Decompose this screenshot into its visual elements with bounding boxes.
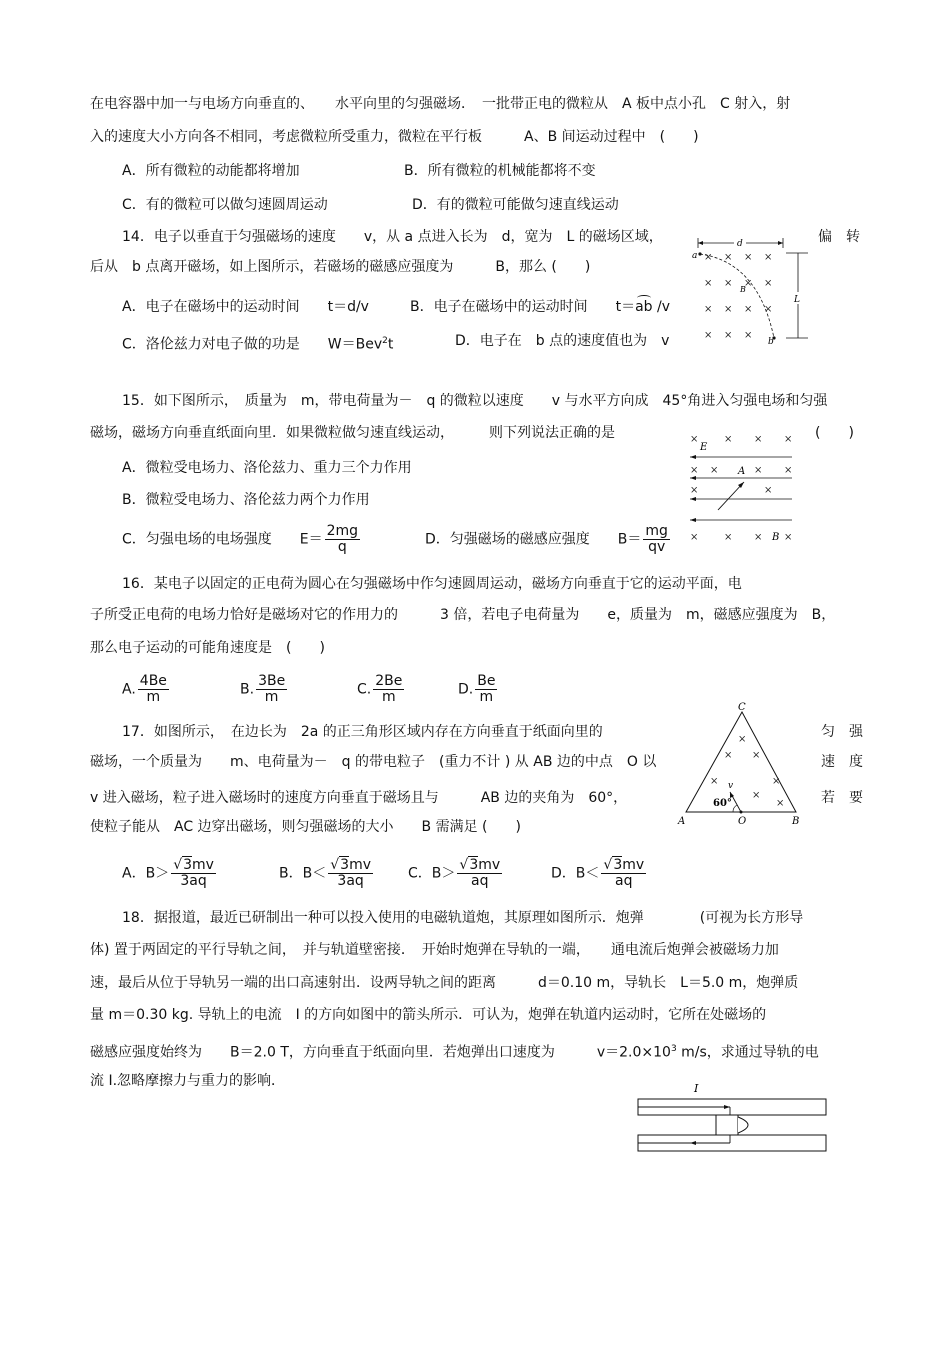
svg-text:×: × — [752, 750, 761, 761]
q15-field-figure — [686, 430, 798, 544]
svg-text:×: × — [784, 465, 793, 476]
q17-fig-label-a: A — [678, 816, 686, 827]
svg-text:×: × — [754, 532, 763, 543]
svg-text:×: × — [690, 485, 699, 496]
svg-text:×: × — [710, 776, 719, 787]
q16-option-a: A. $\frac{4Be}{m}$ — [122, 673, 167, 705]
q14-fig-label-field: B — [740, 285, 746, 294]
q14-option-d: D．电子在 b 点的速度值也为 v — [455, 333, 670, 349]
q14-magnetic-field-figure — [688, 234, 808, 346]
q18-line-4: 量 m＝0.30 kg. 导轨上的电流 I 的方向如图中的箭头所示．可认为，炮弹在轨道内运动时，它所在处磁场的 — [90, 1007, 767, 1023]
q14-option-a: A．电子在磁场中的运动时间 t＝d/v — [122, 299, 369, 315]
svg-text:×: × — [764, 304, 773, 315]
q14-fig-label-d: d — [737, 239, 743, 249]
q15-line-2: 磁场，磁场方向垂直纸面向里．如果微粒做匀速直线运动， 则下列说法正确的是 — [90, 425, 615, 441]
q17-fig-label-c: C — [738, 702, 746, 713]
svg-text:×: × — [724, 252, 733, 263]
q17-line-1-tail: 匀 强 — [821, 724, 863, 740]
intro-option-d: D．有的微粒可能做匀速直线运动 — [412, 197, 619, 213]
q15-fig-label-b: B — [772, 532, 780, 543]
q17-fig-label-b: B — [792, 816, 800, 827]
q17-option-d: D．B＜ $\frac{√3mv}{aq}$ — [551, 857, 645, 889]
q17-fig-label-angle: 60° — [713, 798, 732, 809]
q18-fig-label-i: I — [694, 1082, 699, 1095]
q18-line-2: 体) 置于两固定的平行导轨之间， 并与轨道壁密接． 开始时炮弹在导轨的一端， 通电流后炮弹会被磁场力加 — [90, 942, 779, 958]
q14-arc-mark — [637, 295, 650, 301]
q18-line-5: 磁感应强度始终为 B＝2.0 T，方向垂直于纸面向里．若炮弹出口速度为 $v=2.0\times 10^3$ m/s，求通过导轨的电 — [90, 1044, 819, 1061]
intro-line-2: 入的速度大小方向各不相同，考虑微粒所受重力，微粒在平行板 A、B 间运动过程中 ( ) — [90, 129, 699, 145]
q17-line-2: 磁场，一个质量为 m、电荷量为－ q 的带电粒子 (重力不计 ) 从 AB 边的中点 O 以 — [90, 754, 657, 770]
svg-text:×: × — [772, 776, 781, 787]
q17-line-4: 使粒子能从 AC 边穿出磁场，则匀强磁场的大小 B 需满足 ( ) — [90, 819, 521, 835]
svg-text:×: × — [752, 790, 761, 801]
q17-option-b: B．B＜ $\frac{√3mv}{3aq}$ — [279, 857, 371, 889]
svg-text:×: × — [744, 330, 753, 341]
q17-line-1: 17．如图所示， 在边长为 2a 的正三角形区域内存在方向垂直于纸面向里的 — [122, 724, 603, 740]
q17-option-a: A．B＞ $\frac{√3mv}{3aq}$ — [122, 857, 214, 889]
q16-line-2: 子所受正电荷的电场力恰好是磁场对它的作用力的 3 倍，若电子电荷量为 e，质量为 m，磁感应强度为 B， — [90, 607, 836, 623]
q14-option-c: C．洛伦兹力对电子做的功是 W＝Bev$^2$t — [122, 336, 394, 353]
q14-fig-label-a: a — [692, 251, 698, 261]
svg-text:×: × — [724, 532, 733, 543]
svg-text:×: × — [704, 304, 713, 315]
q14-option-b: B．电子在磁场中的运动时间 t＝ ab /v — [410, 298, 670, 316]
svg-text:×: × — [754, 434, 763, 445]
q15-option-d: D．匀强磁场的磁感应强度 B＝ $\frac{mg}{qv}$ — [425, 523, 668, 555]
svg-text:×: × — [704, 330, 713, 341]
q14-line-1: 14．电子以垂直于匀强磁场的速度 v，从 a 点进入长为 d，宽为 L 的磁场区域， — [122, 229, 663, 245]
svg-text:×: × — [724, 750, 733, 761]
svg-text:×: × — [776, 798, 785, 809]
q16-option-c: C. $\frac{2Be}{m}$ — [357, 673, 403, 705]
svg-text:×: × — [744, 278, 753, 289]
q17-line-2-tail: 速 度 — [821, 754, 863, 770]
svg-text:×: × — [764, 485, 773, 496]
svg-text:×: × — [784, 434, 793, 445]
q18-line-3: 速，最后从位于导轨另一端的出口高速射出．设两导轨之间的距离 d＝0.10 m，导轨长 L＝5.0 m，炮弹质 — [90, 975, 799, 991]
svg-text:×: × — [744, 304, 753, 315]
q17-option-c: C．B＞ $\frac{√3mv}{aq}$ — [408, 857, 501, 889]
q15-option-b: B．微粒受电场力、洛伦兹力两个力作用 — [122, 492, 370, 508]
svg-text:×: × — [724, 304, 733, 315]
svg-text:×: × — [724, 330, 733, 341]
q15-line-2-tail: ( ) — [815, 425, 854, 441]
q16-option-b: B. $\frac{3Be}{m}$ — [240, 673, 286, 705]
intro-option-c: C．有的微粒可以做匀速圆周运动 — [122, 197, 328, 213]
q17-line-3: v 进入磁场，粒子进入磁场时的速度方向垂直于磁场且与 AB 边的夹角为 60°， — [90, 790, 628, 806]
q14-fig-label-l: L — [794, 295, 800, 305]
svg-text:×: × — [744, 252, 753, 263]
intro-line-1: 在电容器中加一与电场方向垂直的、 水平向里的匀强磁场． 一批带正电的微粒从 A 板中点小孔 C 射入，射 — [90, 96, 791, 112]
q17-fig-label-o: O — [738, 816, 747, 827]
svg-text:×: × — [764, 278, 773, 289]
intro-option-b: B．所有微粒的机械能都将不变 — [404, 163, 596, 179]
q15-option-c: C．匀强电场的电场强度 E＝ $\frac{2mg}{q}$ — [122, 523, 359, 555]
q15-line-1: 15．如下图所示， 质量为 m，带电荷量为－ q 的微粒以速度 v 与水平方向成 45°角进入匀强电场和匀强 — [122, 393, 828, 409]
q17-line-3-tail: 若 要 — [821, 790, 863, 806]
svg-text:×: × — [690, 465, 699, 476]
svg-text:×: × — [690, 434, 699, 445]
q18-railgun-figure — [634, 1080, 830, 1156]
svg-text:×: × — [710, 465, 719, 476]
q16-line-3: 那么电子运动的可能角速度是 ( ) — [90, 640, 325, 656]
q15-fig-label-e: E — [700, 442, 708, 453]
q18-line-6: 流 I.忽略摩擦力与重力的影响． — [90, 1073, 286, 1089]
q18-line-1: 18．据报道，最近已研制出一种可以投入使用的电磁轨道炮，其原理如图所示．炮弹 (可视为长方形导 — [122, 910, 804, 926]
svg-text:×: × — [784, 532, 793, 543]
q15-option-a: A．微粒受电场力、洛伦兹力、重力三个力作用 — [122, 460, 412, 476]
svg-text:×: × — [724, 278, 733, 289]
q14-line-2: 后从 b 点离开磁场，如上图所示，若磁场的磁感应强度为 B，那么 ( ) — [90, 259, 591, 275]
svg-text:×: × — [704, 252, 713, 263]
svg-text:×: × — [690, 532, 699, 543]
svg-text:×: × — [754, 465, 763, 476]
svg-text:×: × — [724, 434, 733, 445]
q14-line-1-tail: 偏 转 — [818, 229, 860, 245]
q17-fig-label-v: v — [728, 781, 734, 791]
q14-fig-label-b: b — [768, 337, 774, 346]
svg-text:×: × — [738, 734, 747, 745]
svg-text:×: × — [704, 278, 713, 289]
q16-line-1: 16．某电子以固定的正电荷为圆心在匀强磁场中作匀速圆周运动，磁场方向垂直于它的运动平面，电 — [122, 576, 742, 592]
q15-fig-label-a: A — [738, 466, 746, 477]
svg-text:×: × — [764, 252, 773, 263]
intro-option-a: A．所有微粒的动能都将增加 — [122, 163, 300, 179]
q16-option-d: D. $\frac{Be}{m}$ — [458, 673, 496, 705]
q17-triangle-figure — [676, 700, 808, 828]
